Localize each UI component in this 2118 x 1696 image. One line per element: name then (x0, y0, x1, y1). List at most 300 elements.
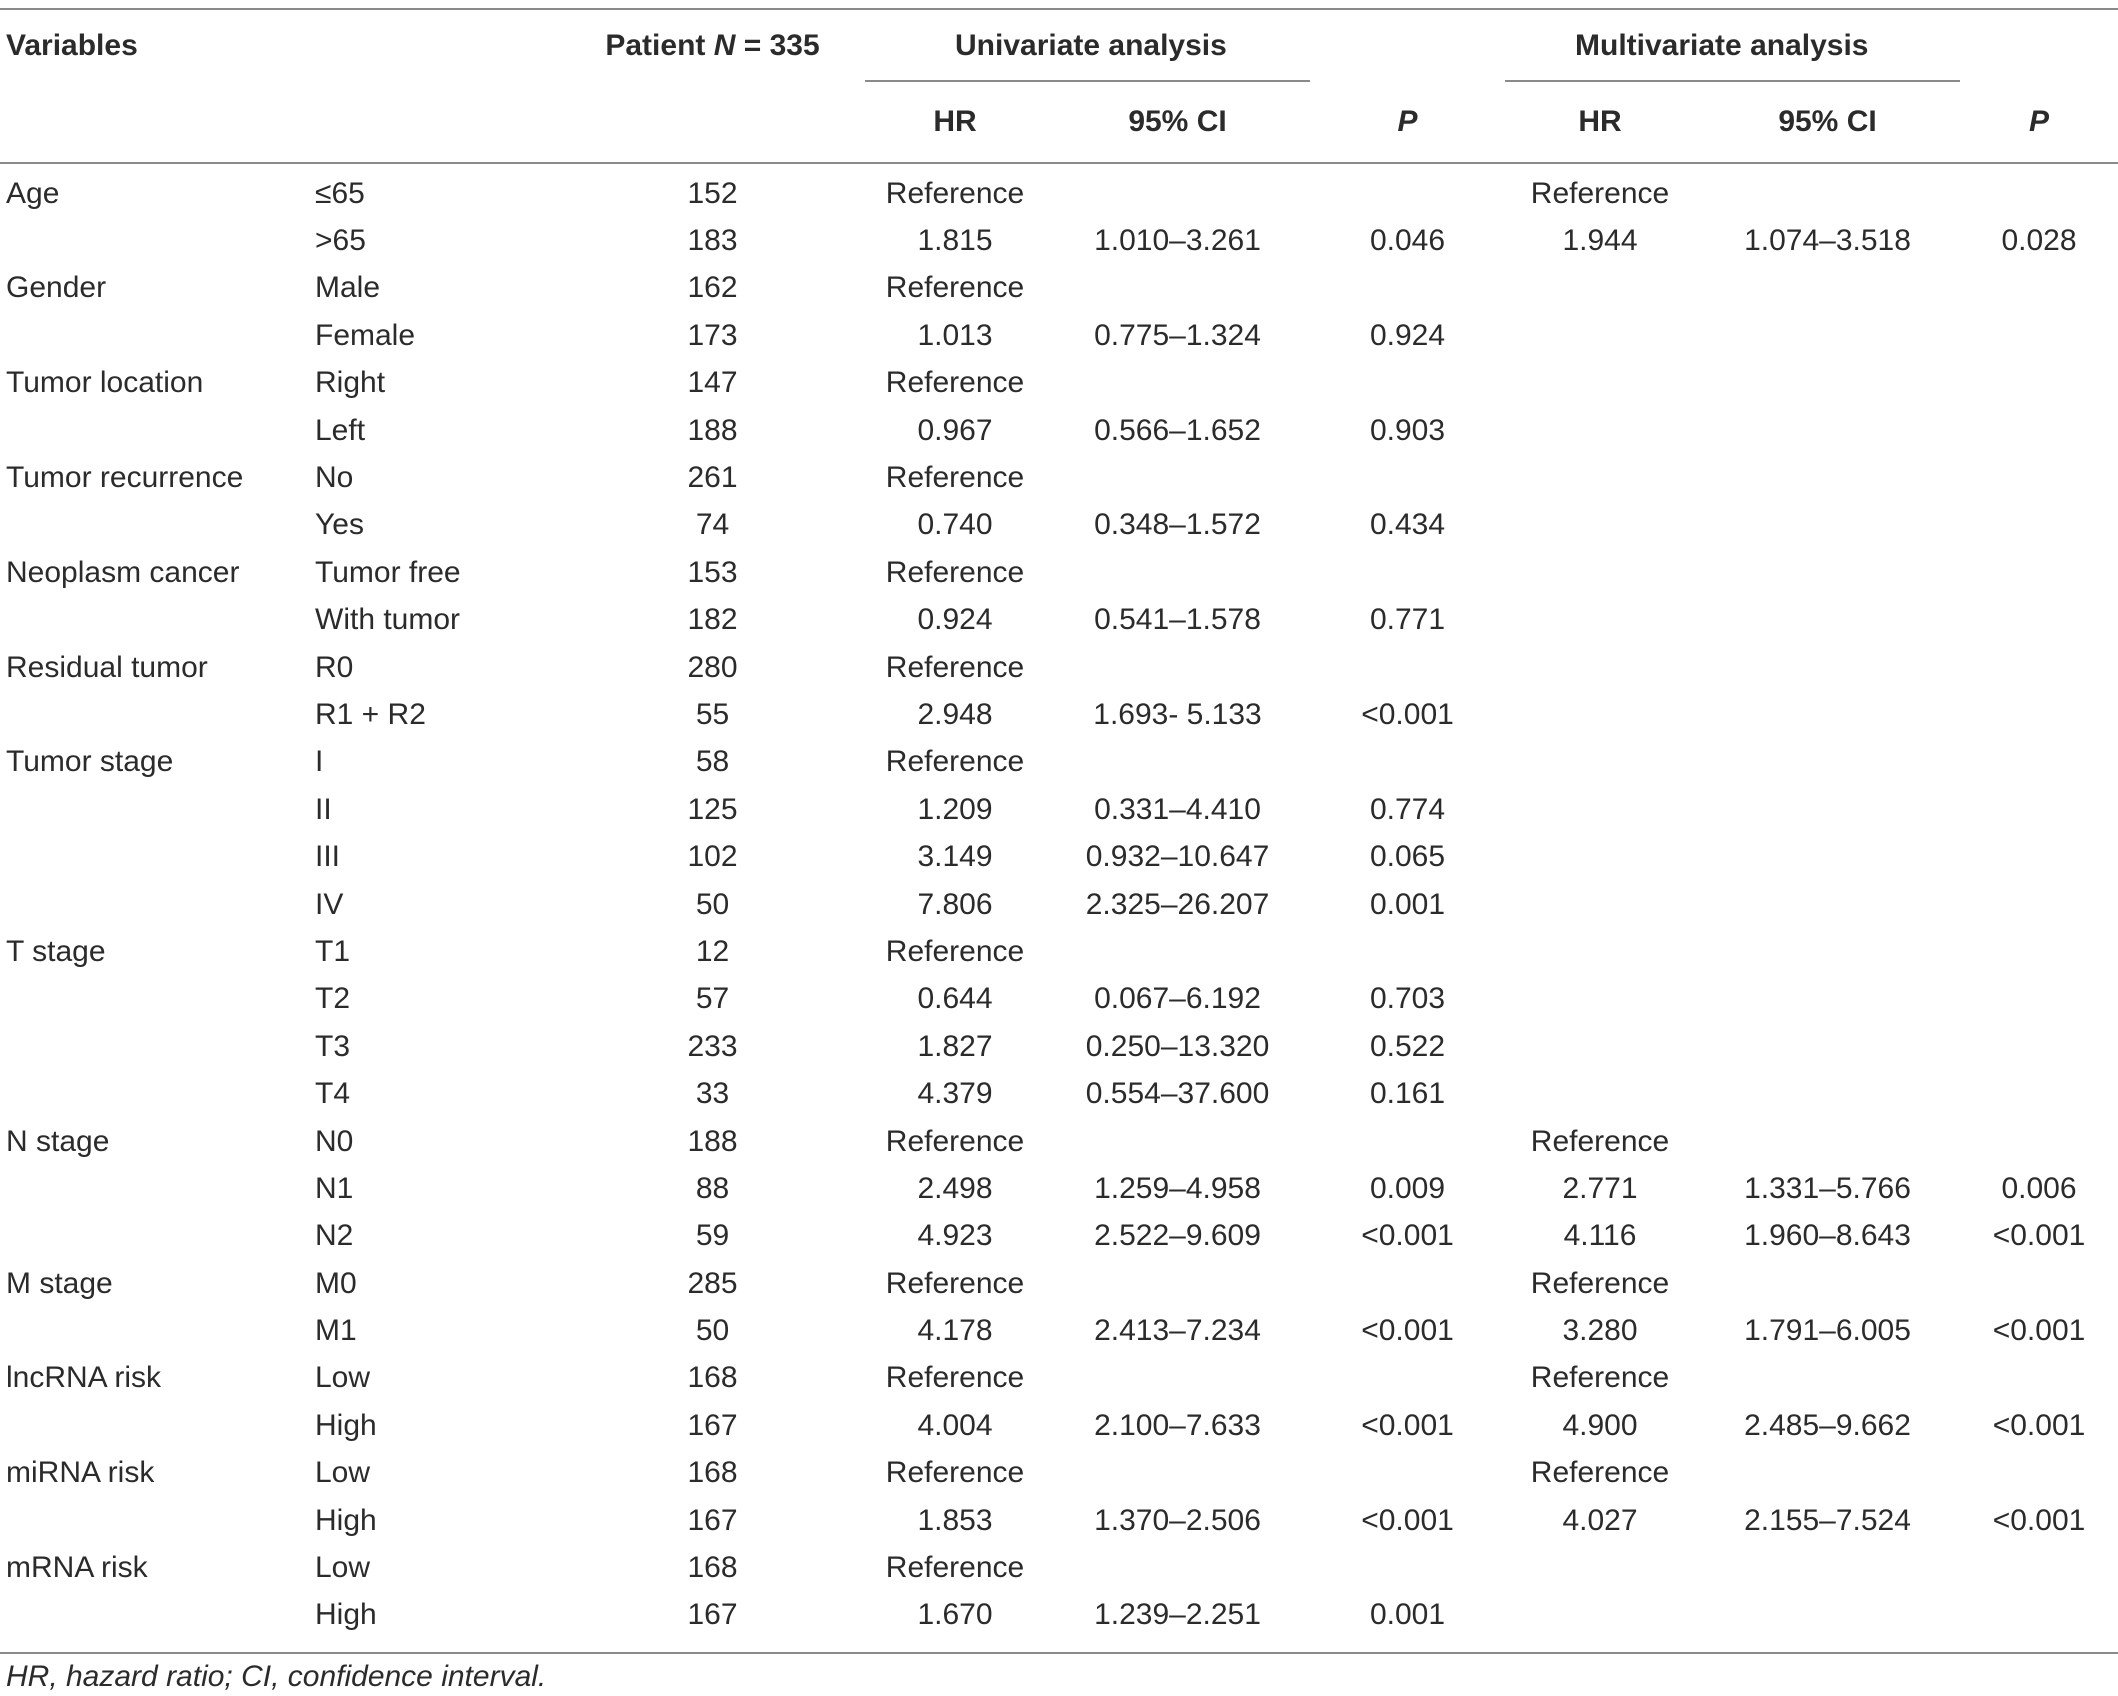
cell-category: Male (315, 271, 381, 305)
cell-variable (0, 691, 315, 738)
cell-univariate-hr: 7.806 (917, 887, 993, 921)
cell-variable (0, 1213, 315, 1260)
cell-multivariate-ci (1695, 644, 1960, 691)
cell-multivariate-hr (1505, 644, 1695, 691)
table-row (0, 833, 2118, 880)
cell-univariate-p: <0.001 (1361, 1219, 1454, 1253)
cell-category: M1 (315, 1314, 357, 1348)
cell-variable (0, 1070, 315, 1117)
cell-univariate-ci: 0.566–1.652 (1094, 413, 1261, 447)
cell-univariate-ci: 1.239–2.251 (1094, 1598, 1261, 1632)
cell-multivariate-ci (1695, 881, 1960, 928)
cell-multivariate-ci (1695, 265, 1960, 312)
cell-multivariate-ci (1695, 1544, 1960, 1591)
cox-regression-table (0, 8, 2118, 1639)
table-row (0, 1023, 2118, 1070)
cell-category: R1 + R2 (315, 697, 426, 731)
cell-univariate-p: 0.001 (1369, 887, 1446, 921)
table-row (0, 976, 2118, 1023)
cell-multivariate-ci: 1.960–8.643 (1744, 1219, 1911, 1253)
cell-multivariate-p (1960, 549, 2118, 596)
cell-univariate-hr: Reference (885, 745, 1025, 779)
cell-category: T1 (315, 934, 351, 968)
cell-patient-count: 233 (687, 1029, 738, 1063)
cell-patient-count: 188 (687, 1124, 738, 1158)
cell-univariate-p (1310, 454, 1505, 501)
cell-variable (0, 312, 315, 359)
cell-univariate-ci (1045, 163, 1310, 217)
cell-category: III (315, 840, 341, 874)
cell-multivariate-p: 0.028 (2001, 224, 2077, 258)
cell-multivariate-p (1960, 1450, 2118, 1497)
cell-multivariate-ci (1695, 1355, 1960, 1402)
table-row (0, 1402, 2118, 1449)
cell-category: High (315, 1408, 377, 1442)
cell-patient-count: 168 (687, 1456, 738, 1490)
cell-multivariate-hr: 4.027 (1562, 1503, 1638, 1537)
cell-patient-count: 168 (687, 1551, 738, 1585)
header-patient-prefix: Patient (605, 29, 714, 62)
cell-multivariate-p (1960, 1544, 2118, 1591)
cell-variable (0, 833, 315, 880)
cell-multivariate-ci (1695, 312, 1960, 359)
cell-variable (0, 1307, 315, 1354)
header-variables: Variables (0, 9, 315, 82)
cell-univariate-hr: 0.967 (917, 413, 993, 447)
cell-multivariate-ci (1695, 360, 1960, 407)
cell-multivariate-ci (1695, 1592, 1960, 1639)
header-patient-n-symbol: N (713, 29, 736, 62)
cell-multivariate-p (1960, 163, 2118, 217)
cell-category: >65 (315, 224, 366, 258)
table-row (0, 1165, 2118, 1212)
cell-multivariate-ci (1695, 454, 1960, 501)
cell-multivariate-ci (1695, 549, 1960, 596)
cell-multivariate-hr (1505, 1023, 1695, 1070)
cell-variable (0, 976, 315, 1023)
cell-multivariate-p (1960, 265, 2118, 312)
table-row (0, 1497, 2118, 1544)
table-row (0, 786, 2118, 833)
cell-multivariate-p (1960, 1118, 2118, 1165)
cell-patient-count: 167 (687, 1408, 738, 1442)
cell-multivariate-hr (1505, 739, 1695, 786)
header-patient-suffix: = 335 (735, 29, 820, 62)
cell-multivariate-ci (1695, 163, 1960, 217)
cell-multivariate-ci (1695, 502, 1960, 549)
cell-variable (0, 1402, 315, 1449)
cell-patient-count: 153 (687, 555, 738, 589)
cell-multivariate-hr (1505, 691, 1695, 738)
cell-multivariate-ci (1695, 976, 1960, 1023)
cell-variable: Tumor location (6, 366, 204, 400)
cell-univariate-p: 0.161 (1369, 1077, 1446, 1111)
cell-patient-count: 173 (687, 318, 738, 352)
cell-multivariate-p (1960, 833, 2118, 880)
table-footnote: HR, hazard ratio; CI, confidence interval. (6, 1660, 547, 1693)
cell-multivariate-p: <0.001 (1992, 1408, 2086, 1442)
cell-category: T2 (315, 982, 351, 1016)
cell-multivariate-hr: 4.900 (1562, 1408, 1638, 1442)
cell-univariate-hr: 1.013 (917, 318, 993, 352)
cell-multivariate-hr (1505, 597, 1695, 644)
cell-univariate-hr: 0.924 (917, 603, 993, 637)
table-row (0, 1355, 2118, 1402)
cell-variable: mRNA risk (6, 1551, 148, 1585)
cell-univariate-hr: Reference (885, 461, 1025, 495)
cell-multivariate-ci (1695, 833, 1960, 880)
cell-multivariate-hr (1505, 360, 1695, 407)
cell-category: Low (315, 1551, 371, 1585)
cell-variable (0, 1497, 315, 1544)
cell-category: T3 (315, 1029, 351, 1063)
table-row (0, 1307, 2118, 1354)
cell-variable: M stage (6, 1266, 113, 1300)
cell-univariate-p (1310, 1118, 1505, 1165)
cell-patient-count: 55 (695, 697, 730, 731)
cell-univariate-p (1310, 644, 1505, 691)
subheader-multi-p: P (1960, 82, 2118, 163)
cell-multivariate-hr (1505, 833, 1695, 880)
cell-univariate-ci: 0.541–1.578 (1094, 603, 1261, 637)
cell-univariate-ci (1045, 1355, 1310, 1402)
table-row (0, 644, 2118, 691)
cell-multivariate-ci (1695, 1023, 1960, 1070)
cell-patient-count: 88 (695, 1171, 730, 1205)
cell-univariate-hr: 4.923 (917, 1219, 993, 1253)
cell-univariate-ci (1045, 1118, 1310, 1165)
cell-variable (0, 1165, 315, 1212)
cell-univariate-ci: 0.331–4.410 (1094, 792, 1261, 826)
cell-category: T4 (315, 1077, 351, 1111)
cell-univariate-hr: 1.209 (917, 792, 993, 826)
cell-multivariate-p (1960, 691, 2118, 738)
cell-univariate-ci: 1.370–2.506 (1094, 1503, 1261, 1537)
cell-category: IV (315, 887, 344, 921)
cell-multivariate-hr (1505, 454, 1695, 501)
cell-multivariate-p: <0.001 (1992, 1503, 2086, 1537)
cell-patient-count: 188 (687, 413, 738, 447)
cell-patient-count: 167 (687, 1503, 738, 1537)
table-row (0, 407, 2118, 454)
cell-multivariate-ci (1695, 597, 1960, 644)
cell-univariate-ci: 1.259–4.958 (1094, 1171, 1261, 1205)
cell-variable (0, 1023, 315, 1070)
cell-multivariate-hr (1505, 549, 1695, 596)
cell-multivariate-p (1960, 928, 2118, 975)
cell-patient-count: 74 (695, 508, 730, 542)
subheader-blank-2 (315, 82, 560, 163)
cell-category: Female (315, 318, 416, 352)
table-row (0, 312, 2118, 359)
cell-multivariate-hr (1505, 976, 1695, 1023)
cell-univariate-ci (1045, 360, 1310, 407)
cell-category: N1 (315, 1171, 354, 1205)
cell-univariate-p: 0.924 (1369, 318, 1446, 352)
table-row (0, 881, 2118, 928)
cell-patient-count: 58 (695, 745, 730, 779)
table-row (0, 1592, 2118, 1639)
table-row (0, 1118, 2118, 1165)
cell-univariate-ci: 0.067–6.192 (1094, 982, 1261, 1016)
cell-patient-count: 280 (687, 650, 738, 684)
cell-patient-count: 152 (687, 176, 738, 210)
header-univariate: Univariate analysis (865, 9, 1310, 82)
cell-multivariate-p (1960, 644, 2118, 691)
cell-univariate-hr: Reference (885, 1361, 1025, 1395)
cell-category: Right (315, 366, 386, 400)
cell-variable: Neoplasm cancer (6, 555, 240, 589)
cell-univariate-hr: Reference (885, 1551, 1025, 1585)
cell-univariate-hr: Reference (885, 555, 1025, 589)
cell-multivariate-hr (1505, 265, 1695, 312)
cell-category: No (315, 461, 354, 495)
cell-patient-count: 125 (687, 792, 738, 826)
cell-multivariate-hr: Reference (1530, 176, 1670, 210)
cell-patient-count: 57 (695, 982, 730, 1016)
cell-variable: Gender (6, 271, 107, 305)
cell-multivariate-p: <0.001 (1992, 1314, 2086, 1348)
cell-multivariate-hr: 4.116 (1563, 1219, 1637, 1253)
cell-univariate-ci (1045, 265, 1310, 312)
cell-univariate-p (1310, 1544, 1505, 1591)
cell-univariate-p: 0.774 (1369, 792, 1446, 826)
cell-patient-count: 33 (695, 1077, 730, 1111)
cell-univariate-ci: 0.250–13.320 (1085, 1029, 1270, 1063)
cell-univariate-p (1310, 549, 1505, 596)
cell-univariate-p: 0.703 (1369, 982, 1446, 1016)
cell-univariate-ci: 1.010–3.261 (1094, 224, 1261, 258)
cell-univariate-p (1310, 739, 1505, 786)
cell-multivariate-hr: Reference (1530, 1124, 1670, 1158)
cell-univariate-hr: Reference (885, 1266, 1025, 1300)
cell-variable (0, 1592, 315, 1639)
cell-patient-count: 261 (687, 461, 738, 495)
cell-variable (0, 881, 315, 928)
cell-multivariate-p (1960, 786, 2118, 833)
cell-univariate-hr: 0.740 (917, 508, 993, 542)
cell-univariate-p: 0.903 (1369, 413, 1446, 447)
cell-variable (0, 217, 315, 264)
cell-category: M0 (315, 1266, 357, 1300)
cell-univariate-ci (1045, 1544, 1310, 1591)
cell-variable: T stage (6, 934, 106, 968)
cell-univariate-ci: 2.413–7.234 (1094, 1314, 1261, 1348)
cell-multivariate-hr (1505, 1070, 1695, 1117)
cell-univariate-hr: Reference (885, 271, 1025, 305)
cell-univariate-ci (1045, 1450, 1310, 1497)
cell-multivariate-ci (1695, 1118, 1960, 1165)
cell-patient-count: 285 (687, 1266, 738, 1300)
table-row (0, 217, 2118, 264)
cell-multivariate-hr (1505, 1592, 1695, 1639)
table-row (0, 502, 2118, 549)
subheader-uni-ci: 95% CI (1045, 82, 1310, 163)
cell-category: Low (315, 1456, 371, 1490)
cell-category: R0 (315, 650, 354, 684)
cell-multivariate-ci: 2.485–9.662 (1744, 1408, 1911, 1442)
cell-univariate-hr: 1.853 (917, 1503, 993, 1537)
cell-multivariate-p (1960, 1355, 2118, 1402)
header-patient-n (560, 9, 865, 82)
cell-multivariate-hr: 3.280 (1562, 1314, 1638, 1348)
cell-multivariate-ci (1695, 786, 1960, 833)
cell-univariate-p: <0.001 (1361, 1314, 1454, 1348)
cell-univariate-hr: 0.644 (917, 982, 993, 1016)
cell-multivariate-p (1960, 454, 2118, 501)
cell-multivariate-ci (1695, 407, 1960, 454)
cell-univariate-p: <0.001 (1361, 1503, 1454, 1537)
cell-univariate-p (1310, 1260, 1505, 1307)
cell-multivariate-p (1960, 1260, 2118, 1307)
cell-univariate-hr: Reference (885, 176, 1025, 210)
cell-patient-count: 102 (687, 840, 738, 874)
cell-multivariate-hr (1505, 502, 1695, 549)
cell-multivariate-ci: 1.791–6.005 (1744, 1314, 1911, 1348)
cell-univariate-ci (1045, 928, 1310, 975)
cell-multivariate-ci: 1.074–3.518 (1744, 224, 1911, 258)
cell-multivariate-p (1960, 407, 2118, 454)
cell-univariate-p: 0.046 (1369, 224, 1446, 258)
subheader-blank-1 (0, 82, 315, 163)
cell-category: Left (315, 413, 366, 447)
cell-univariate-p: 0.065 (1369, 840, 1446, 874)
cell-univariate-hr: 4.178 (917, 1314, 993, 1348)
cell-category: N0 (315, 1124, 354, 1158)
cell-univariate-hr: Reference (885, 650, 1025, 684)
cell-patient-count: 50 (695, 1314, 730, 1348)
cell-multivariate-hr (1505, 881, 1695, 928)
cell-univariate-hr: 3.149 (917, 840, 993, 874)
cell-univariate-ci (1045, 1260, 1310, 1307)
cell-variable: Age (6, 176, 60, 210)
cell-univariate-ci (1045, 644, 1310, 691)
cell-multivariate-p (1960, 739, 2118, 786)
cell-category: N2 (315, 1219, 354, 1253)
cell-multivariate-p (1960, 360, 2118, 407)
cell-category: With tumor (315, 603, 461, 637)
cell-category: High (315, 1598, 377, 1632)
cell-univariate-hr: 1.815 (917, 224, 993, 258)
table-row (0, 360, 2118, 407)
cell-univariate-ci (1045, 549, 1310, 596)
table-row (0, 597, 2118, 644)
cell-variable (0, 502, 315, 549)
cell-variable: miRNA risk (6, 1456, 155, 1490)
table-row (0, 1260, 2118, 1307)
table-row (0, 1213, 2118, 1260)
cell-univariate-hr: Reference (885, 934, 1025, 968)
cell-patient-count: 167 (687, 1598, 738, 1632)
cell-multivariate-ci: 2.155–7.524 (1744, 1503, 1911, 1537)
cell-variable: Tumor stage (6, 745, 174, 779)
table-row (0, 549, 2118, 596)
table-row (0, 1450, 2118, 1497)
table-bottom-rule (0, 1652, 2118, 1654)
cell-multivariate-hr: Reference (1530, 1266, 1670, 1300)
subheader-multi-ci: 95% CI (1695, 82, 1960, 163)
cell-variable: N stage (6, 1124, 110, 1158)
subheader-blank-3 (560, 82, 865, 163)
cell-category: ≤65 (315, 176, 365, 210)
cell-univariate-hr: Reference (885, 1456, 1025, 1490)
cell-multivariate-hr (1505, 786, 1695, 833)
cell-category: I (315, 745, 324, 779)
cell-multivariate-p: 0.006 (2001, 1171, 2077, 1205)
cell-univariate-p: 0.522 (1369, 1029, 1446, 1063)
cell-multivariate-p: <0.001 (1992, 1219, 2086, 1253)
cell-variable (0, 786, 315, 833)
cell-multivariate-ci (1695, 1260, 1960, 1307)
cell-category: II (315, 792, 332, 826)
cell-variable (0, 597, 315, 644)
table-row (0, 1070, 2118, 1117)
cell-univariate-ci: 0.554–37.600 (1085, 1077, 1270, 1111)
table-body (0, 163, 2118, 1639)
cell-univariate-ci: 2.325–26.207 (1085, 887, 1270, 921)
cell-univariate-hr: 2.498 (917, 1171, 993, 1205)
cell-multivariate-hr: 1.944 (1562, 224, 1638, 258)
cell-univariate-ci: 0.932–10.647 (1085, 840, 1270, 874)
cell-multivariate-ci (1695, 739, 1960, 786)
table-row (0, 454, 2118, 501)
cell-univariate-p (1310, 163, 1505, 217)
cell-multivariate-hr: 2.771 (1562, 1171, 1638, 1205)
cell-univariate-p: 0.009 (1369, 1171, 1446, 1205)
cell-multivariate-ci: 1.331–5.766 (1744, 1171, 1911, 1205)
cell-univariate-hr: Reference (885, 366, 1025, 400)
cell-patient-count: 168 (687, 1361, 738, 1395)
header-blank (315, 9, 560, 82)
table-row (0, 739, 2118, 786)
cell-univariate-ci: 1.693- 5.133 (1093, 697, 1262, 731)
cell-multivariate-p (1960, 312, 2118, 359)
cell-multivariate-hr: Reference (1530, 1456, 1670, 1490)
cell-patient-count: 12 (695, 934, 730, 968)
cell-univariate-hr: Reference (885, 1124, 1025, 1158)
cell-univariate-ci: 2.100–7.633 (1094, 1408, 1261, 1442)
cell-category: Yes (315, 508, 364, 542)
cell-univariate-ci: 0.775–1.324 (1094, 318, 1261, 352)
table-row (0, 928, 2118, 975)
cell-category: Low (315, 1361, 371, 1395)
cell-univariate-ci (1045, 454, 1310, 501)
subheader-multi-hr: HR (1505, 82, 1695, 163)
cell-univariate-p: <0.001 (1361, 1408, 1454, 1442)
cell-univariate-p: 0.434 (1369, 508, 1446, 542)
cell-multivariate-p (1960, 976, 2118, 1023)
cell-multivariate-ci (1695, 928, 1960, 975)
cell-patient-count: 183 (687, 224, 738, 258)
header-gap-2 (1960, 9, 2118, 82)
cell-univariate-ci: 0.348–1.572 (1094, 508, 1261, 542)
cell-univariate-hr: 2.948 (917, 697, 993, 731)
cell-univariate-p (1310, 265, 1505, 312)
cell-variable: lncRNA risk (6, 1361, 162, 1395)
cell-univariate-p: 0.771 (1369, 603, 1446, 637)
subheader-uni-p: P (1310, 82, 1505, 163)
cell-univariate-hr: 1.827 (917, 1029, 993, 1063)
cell-patient-count: 59 (695, 1219, 730, 1253)
cell-univariate-p (1310, 360, 1505, 407)
table-row (0, 1544, 2118, 1591)
cell-variable (0, 407, 315, 454)
cell-patient-count: 182 (687, 603, 738, 637)
table-row (0, 163, 2118, 217)
cell-univariate-hr: 4.379 (917, 1077, 993, 1111)
header-multivariate: Multivariate analysis (1505, 9, 1960, 82)
cell-univariate-ci (1045, 739, 1310, 786)
